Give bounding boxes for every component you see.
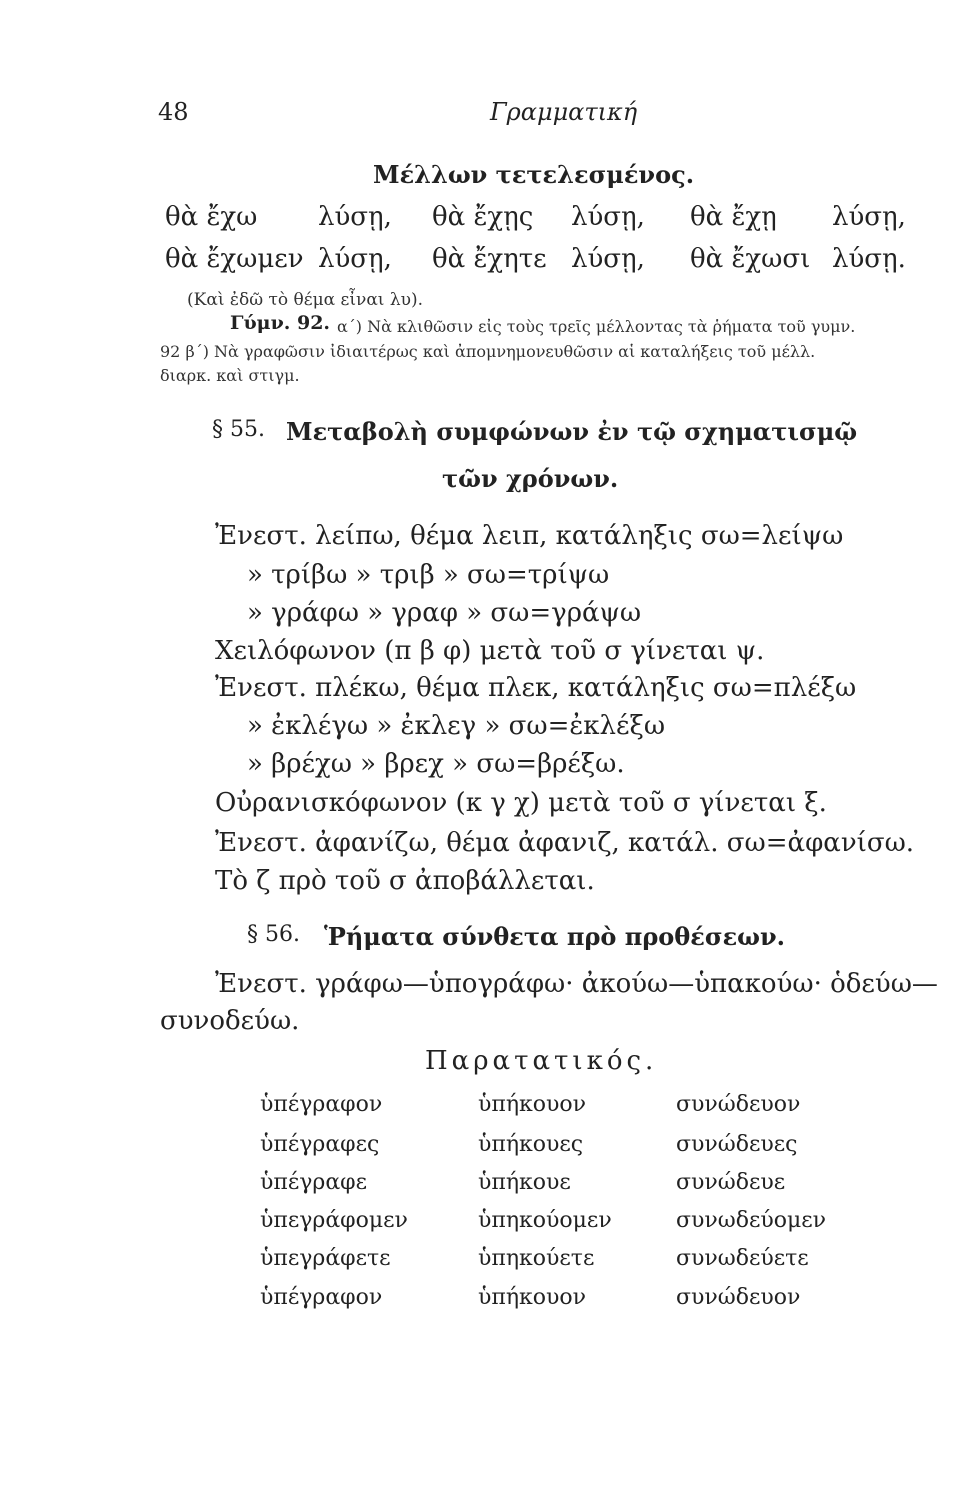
- section-55-line-8: Οὐρανισκόφωνον (κ γ χ) μετὰ τοῦ σ γίνεται ξ.: [215, 788, 827, 818]
- stem-note: (Καὶ ἐδῶ τὸ θέμα εἶναι λυ).: [187, 290, 424, 310]
- col3-row4: συνωδεύομεν: [676, 1208, 827, 1233]
- conj-row1-5: θὰ ἔχῃ: [690, 202, 777, 232]
- conj-row2-5: θὰ ἔχωσι: [690, 244, 811, 274]
- col1-row3: ὑπέγραφε: [260, 1170, 367, 1195]
- conj-row2-2: λύσῃ,: [318, 244, 392, 274]
- col3-row2: συνώδευες: [676, 1132, 798, 1157]
- exercise-line1: α΄) Νὰ κλιθῶσιν εἰς τοὺς τρεῖς μέλλοντας τὰ ῥήματα τοῦ γυμν.: [337, 317, 856, 336]
- section-55-number: § 55.: [212, 417, 265, 442]
- col2-row2: ὑπήκουες: [478, 1132, 584, 1157]
- col1-row2: ὑπέγραφες: [260, 1132, 380, 1157]
- col2-row6: ὑπήκουον: [478, 1285, 587, 1310]
- col3-row3: συνώδευε: [676, 1170, 786, 1195]
- col3-row6: συνώδευον: [676, 1285, 801, 1310]
- conj-row1-3: θὰ ἔχῃς: [432, 202, 534, 232]
- col1-row5: ὑπεγράφετε: [260, 1246, 391, 1271]
- conj-row1-1: θὰ ἔχω: [165, 202, 258, 232]
- conj-row2-4: λύσῃ,: [571, 244, 645, 274]
- section-55-line-1: Ἐνεστ. λείπω, θέμα λειπ, κατάληξις σω=λείψω: [215, 521, 844, 551]
- section-55-title-line2: τῶν χρόνων.: [442, 464, 619, 493]
- col2-row4: ὑπηκούομεν: [478, 1208, 612, 1233]
- section-55-title-line1: Μεταβολὴ συμφώνων ἐν τῷ σχηματισμῷ: [286, 417, 858, 446]
- col2-row3: ὑπήκουε: [478, 1170, 571, 1195]
- col2-row1: ὑπήκουον: [478, 1092, 587, 1117]
- conj-row1-2: λύσῃ,: [318, 202, 392, 232]
- exercise-line3: διαρκ. καὶ στιγμ.: [160, 366, 300, 385]
- conj-row2-6: λύσῃ.: [832, 244, 906, 274]
- imperfect-subtitle: Παρατατικός.: [425, 1046, 658, 1076]
- section-56-line2: συνοδεύω.: [160, 1006, 300, 1036]
- col1-row6: ὑπέγραφον: [260, 1285, 383, 1310]
- conj-row1-6: λύσῃ,: [832, 202, 906, 232]
- section-55-line-3: » γράφω » γραφ » σω=γράψω: [247, 598, 642, 628]
- section-56-number: § 56.: [247, 922, 300, 947]
- exercise-line2: 92 β΄) Νὰ γραφῶσιν ἰδιαιτέρως καὶ ἀπομνημονευθῶσιν αἱ καταλήξεις τοῦ μέλλ.: [160, 342, 816, 361]
- col3-row5: συνωδεύετε: [676, 1246, 809, 1271]
- section-55-line-4: Χειλόφωνον (π β φ) μετὰ τοῦ σ γίνεται ψ.: [215, 636, 765, 666]
- section-55-line-5: Ἐνεστ. πλέκω, θέμα πλεκ, κατάληξις σω=πλέξω: [215, 673, 857, 703]
- col3-row1: συνώδευον: [676, 1092, 801, 1117]
- conj-row2-3: θὰ ἔχητε: [432, 244, 547, 274]
- conj-row2-1: θὰ ἔχωμεν: [165, 244, 304, 274]
- section-55-line-9: Ἐνεστ. ἀφανίζω, θέμα ἀφανιζ, κατάλ. σω=ἀφανίσω.: [215, 828, 915, 858]
- section-56-title: Ῥήματα σύνθετα πρὸ προθέσεων.: [324, 922, 786, 951]
- section-55-line-6: » ἐκλέγω » ἐκλεγ » σω=ἐκλέξω: [247, 711, 666, 741]
- section-56-line1: Ἐνεστ. γράφω—ὑπογράφω· ἀκούω—ὑπακούω· ὁδεύω—: [215, 969, 938, 999]
- conj-row1-4: λύσῃ,: [571, 202, 645, 232]
- col1-row4: ὑπεγράφομεν: [260, 1208, 408, 1233]
- section-55-line-7: » βρέχω » βρεχ » σω=βρέξω.: [247, 749, 625, 779]
- running-title: Γραμματική: [490, 98, 638, 126]
- page-number: 48: [158, 98, 189, 126]
- future-perfect-title: Μέλλων τετελεσμένος.: [373, 160, 695, 189]
- section-55-line-10: Τὸ ζ πρὸ τοῦ σ ἀποβάλλεται.: [215, 866, 595, 896]
- col1-row1: ὑπέγραφον: [260, 1092, 383, 1117]
- exercise-label: Γύμν. 92.: [230, 312, 331, 334]
- section-55-line-2: » τρίβω » τριβ » σω=τρίψω: [247, 560, 610, 590]
- col2-row5: ὑπηκούετε: [478, 1246, 595, 1271]
